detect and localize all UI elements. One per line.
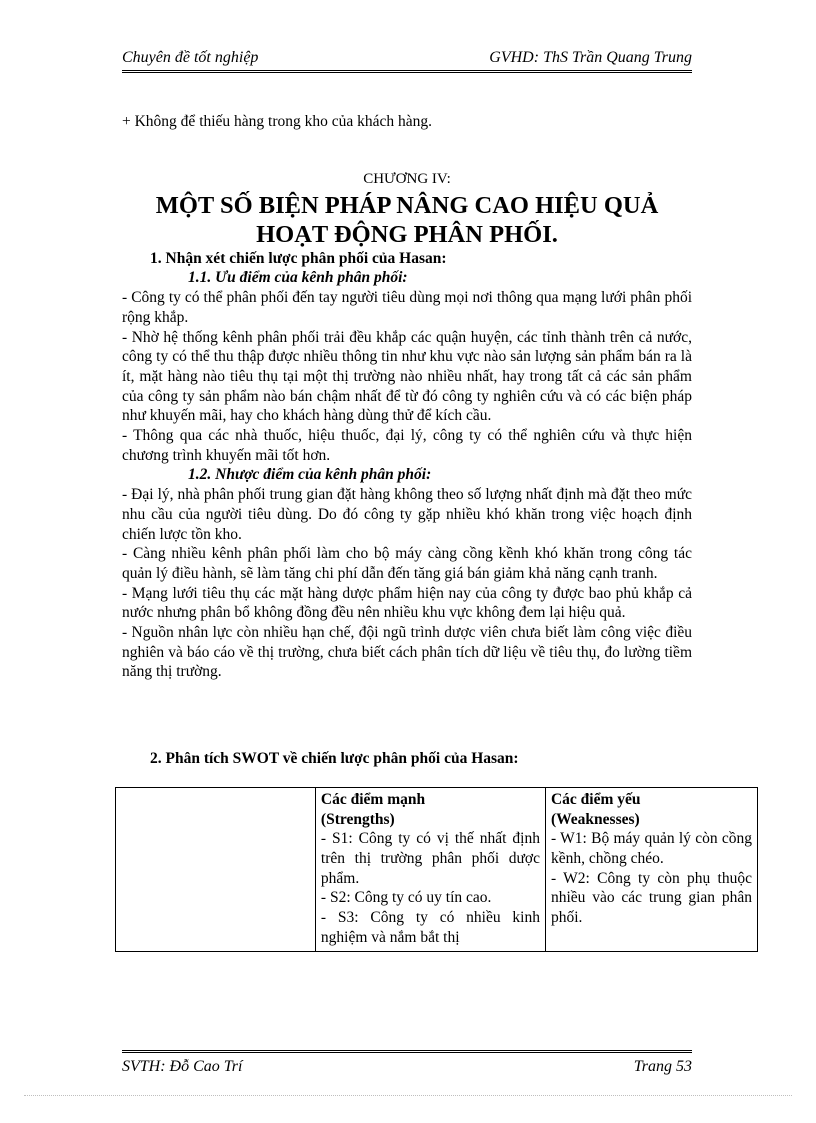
weakness-item: - W1: Bộ máy quản lý còn cồng kềnh, chồng chéo. [550,830,752,867]
weakness-item: - W2: Công ty còn phụ thuộc nhiều vào các trung gian phân phối. [550,869,752,927]
strengths-title: Các điểm mạnh [320,790,426,808]
strength-item: - S3: Công ty có nhiều kinh nghiệm và nắm bắt thị [320,909,540,946]
footer-right: Trang 53 [633,1058,692,1075]
paragraph: - Càng nhiều kênh phân phối làm cho bộ máy càng cồng kềnh khó khăn trong công tác quản lý điều hành, sẽ làm tăng chi phí dẫn đến tăng giá bán giảm khả năng cạnh tranh. [122,545,692,582]
page-content [122,112,752,952]
page-edge-divider [24,1095,792,1096]
paragraph: - Thông qua các nhà thuốc, hiệu thuốc, đại lý, công ty có thể nghiên cứu và thực hiện chương trình khuyến mãi tốt hơn. [122,427,692,464]
strength-item: - S1: Công ty có vị thế nhất định trên thị trường phân phối dược phẩm. [320,830,540,887]
page-header [122,48,692,73]
paragraph: - Nhờ hệ thống kênh phân phối trải đều khắp các quận huyện, các tỉnh thành trên cả nước, công ty có thể thu thập được nhiều thông tin như khu vực nào sản lượng sản phẩm bán ra là ít, mặt hàng nào tiêu thụ tại một thị trường nào nhiều nhất, hay trong tất cả các sản phẩm của công ty sản phẩm nào bán chậm nhất để từ đó công ty nghiên cứu và có các biện pháp như khuyến mãi, hay cho khách hàng dùng thử để kích cầu. [122,328,692,425]
chapter-title [122,191,692,249]
swot-weaknesses-cell [545,787,757,951]
section-2-heading: 2. Phân tích SWOT về chiến lược phân phối của Hasan: [150,750,519,768]
chapter-title-line-2: HOẠT ĐỘNG PHÂN PHỐI. [256,220,558,248]
swot-empty-cell [116,787,316,951]
paragraph: - Đại lý, nhà phân phối trung gian đặt hàng không theo số lượng nhất định mà đặt theo mức nhu cầu của người tiêu dùng. Do đó công ty gặp nhiều khó khăn trong việc hoạch định chiến lược tồn kho. [122,486,692,543]
weaknesses-title: Các điểm yếu [550,790,641,808]
weaknesses-subtitle: (Weaknesses) [550,810,640,828]
strength-item: - S2: Công ty có uy tín cao. [320,889,492,907]
swot-strengths-cell [315,787,545,951]
strengths-subtitle: (Strengths) [320,810,395,828]
section-1-2-heading: 1.2. Nhược điểm của kênh phân phối: [188,466,432,484]
swot-table [115,787,758,952]
page-footer [122,1050,692,1077]
paragraph: - Công ty có thể phân phối đến tay người tiêu dùng mọi nơi thông qua mạng lưới phân phối rộng khắp. [122,289,692,326]
paragraph: - Nguồn nhân lực còn nhiều hạn chế, đội ngũ trình dược viên chưa biết làm công việc điều nghiên và báo cáo về thị trường, chưa biết cách phân tích dữ liệu về tiêu thụ, đo lường tiềm năng thị trường. [122,624,692,681]
chapter-title-line-1: MỘT SỐ BIỆN PHÁP NÂNG CAO HIỆU QUẢ [155,191,659,219]
intro-line: + Không để thiếu hàng trong kho của khách hàng. [122,113,433,130]
section-1-1-heading: 1.1. Ưu điểm của kênh phân phối: [188,269,408,287]
header-right: GVHD: ThS Trần Quang Trung [489,49,692,66]
footer-left: SVTH: Đỗ Cao Trí [122,1058,243,1075]
section-1-heading: 1. Nhận xét chiến lược phân phối của Hasan: [150,249,447,267]
paragraph: - Mạng lưới tiêu thụ các mặt hàng dược phẩm hiện nay của công ty được bao phủ khắp cả nước nhưng phân bổ không đồng đều nên nhiều khu vực không đem lại hiệu quả. [122,584,692,622]
chapter-label: CHƯƠNG IV: [363,170,451,187]
header-left: Chuyên đề tốt nghiệp [122,49,259,66]
